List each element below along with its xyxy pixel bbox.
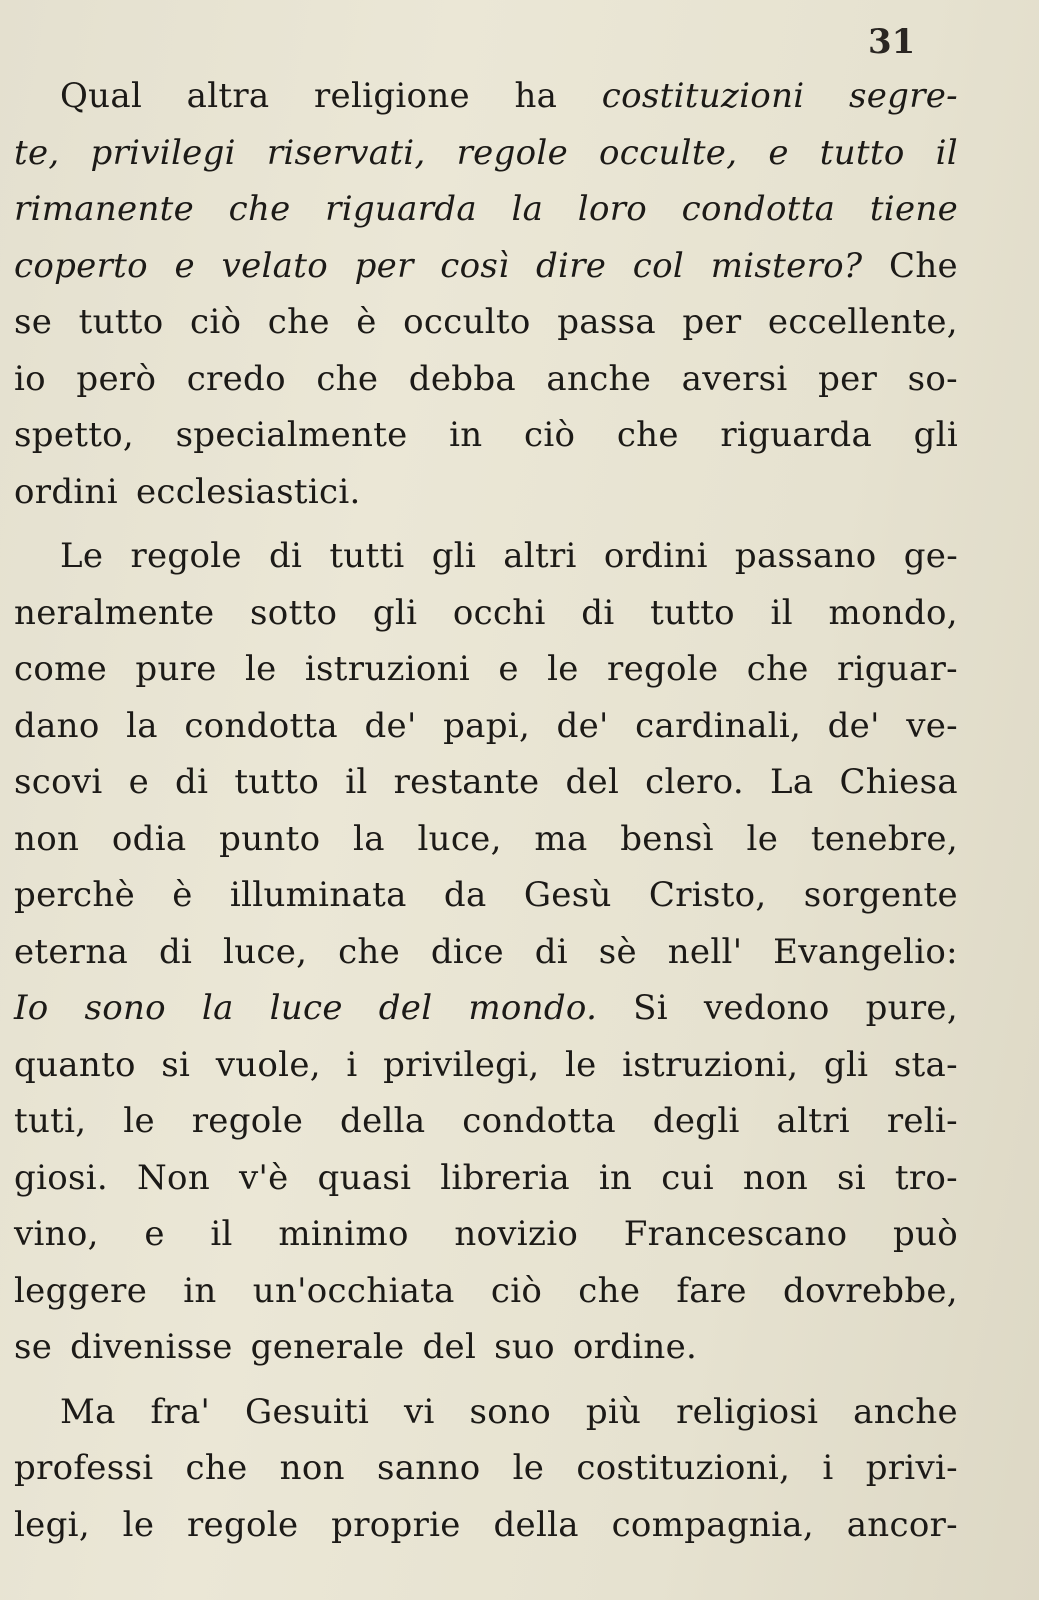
text-line xyxy=(14,980,958,1037)
word: credo xyxy=(186,358,286,399)
word: generale xyxy=(250,1327,405,1367)
word: giosi. xyxy=(14,1157,109,1198)
word: regole xyxy=(187,1504,299,1545)
word: pure xyxy=(135,649,217,689)
italic-word: rimanente xyxy=(14,189,195,229)
italic-word: la xyxy=(201,988,234,1028)
word: aversi xyxy=(681,358,788,399)
word: riguar- xyxy=(837,649,958,689)
word: io xyxy=(14,358,46,399)
word: le xyxy=(547,649,579,689)
word: leggere xyxy=(14,1270,148,1311)
text-line xyxy=(14,528,958,585)
word: dovrebbe, xyxy=(782,1270,958,1311)
word: religione xyxy=(314,76,470,116)
text-line xyxy=(14,1497,958,1554)
word: Evangelio: xyxy=(773,931,958,972)
word: ecclesiastici. xyxy=(135,471,361,512)
text-line xyxy=(14,1037,958,1094)
text-line xyxy=(14,811,958,868)
word: si xyxy=(161,1044,191,1085)
italic-word: il xyxy=(935,132,958,173)
italic-word: coperto xyxy=(14,245,148,286)
word: vi xyxy=(403,1391,435,1432)
word: riguarda xyxy=(720,415,873,455)
word: ordini xyxy=(14,471,118,512)
word: condotta xyxy=(184,705,338,746)
word: privilegi, xyxy=(383,1044,540,1085)
word: Che xyxy=(889,245,958,286)
word: passa xyxy=(557,302,656,342)
italic-word: te, xyxy=(14,132,60,173)
word: de' xyxy=(556,705,609,746)
word: odia xyxy=(111,818,187,859)
word: le xyxy=(122,1504,155,1545)
word: dice xyxy=(430,931,504,972)
word: anche xyxy=(853,1391,958,1432)
word: in xyxy=(598,1157,633,1198)
word: di xyxy=(175,762,209,802)
word: fra' xyxy=(150,1391,211,1432)
italic-word: condotta xyxy=(681,189,836,229)
word: istruzioni xyxy=(304,649,471,689)
word: ve- xyxy=(906,705,958,746)
text-line xyxy=(14,585,958,642)
word: specialmente xyxy=(175,415,408,455)
word: altri xyxy=(776,1101,850,1141)
word: luce, xyxy=(417,818,502,859)
word: non xyxy=(14,818,80,859)
word: perchè xyxy=(14,875,135,915)
word: cardinali, xyxy=(635,705,802,746)
text-line xyxy=(14,641,958,698)
italic-word: la xyxy=(511,189,544,229)
paragraph xyxy=(14,68,958,520)
word: per xyxy=(682,302,742,342)
word: suo xyxy=(494,1327,555,1367)
text-line xyxy=(14,924,958,981)
word: costituzioni, xyxy=(576,1448,791,1488)
word: eterna xyxy=(14,931,129,972)
paragraph xyxy=(14,528,958,1376)
italic-word: mistero? xyxy=(710,245,863,286)
word: quanto xyxy=(14,1044,136,1085)
word: tuti, xyxy=(14,1101,87,1141)
italic-word: riguarda xyxy=(325,189,477,229)
italic-word: per xyxy=(354,245,414,286)
word: però xyxy=(76,358,157,399)
word: legi, xyxy=(14,1504,90,1545)
word: Qual xyxy=(60,76,143,116)
word: non xyxy=(742,1157,809,1198)
word: La xyxy=(769,762,814,802)
paragraph xyxy=(14,1384,958,1554)
word: altri xyxy=(503,536,577,576)
word: tro- xyxy=(894,1157,958,1198)
word: eccellente, xyxy=(767,302,958,342)
word: novizio xyxy=(454,1214,579,1254)
text-line xyxy=(14,1319,958,1376)
word: per xyxy=(818,358,878,399)
word: neralmente xyxy=(14,592,215,633)
word: più xyxy=(585,1391,642,1432)
word: ordini xyxy=(603,536,708,576)
text-line xyxy=(14,464,958,521)
word: quasi xyxy=(317,1157,412,1198)
word: degli xyxy=(652,1101,740,1141)
word: i xyxy=(822,1448,834,1488)
word: le xyxy=(244,649,277,689)
word: de' xyxy=(827,705,880,746)
text-line xyxy=(14,181,958,238)
word: occulto xyxy=(403,302,531,342)
italic-word: del xyxy=(378,988,433,1028)
italic-word: costituzioni xyxy=(601,76,805,116)
italic-word: riservati, xyxy=(266,132,426,173)
word: reli- xyxy=(886,1101,958,1141)
word: scovi xyxy=(14,762,103,802)
italic-word: occulte, xyxy=(599,132,738,173)
word: di xyxy=(581,592,615,633)
word: tenebre, xyxy=(810,818,958,859)
word: spetto, xyxy=(14,415,135,455)
word: la xyxy=(126,705,158,746)
word: sta- xyxy=(893,1044,958,1085)
word: proprie xyxy=(331,1504,461,1545)
word: le xyxy=(746,818,779,859)
word: Chiesa xyxy=(839,762,958,802)
word: di xyxy=(534,931,568,972)
word: tutto xyxy=(650,592,735,633)
word: illuminata xyxy=(229,875,407,915)
word: sono xyxy=(469,1391,551,1432)
word: cui xyxy=(661,1157,714,1198)
word: tutto xyxy=(78,302,164,342)
word: Ma xyxy=(60,1391,116,1432)
italic-word: Io xyxy=(14,988,49,1028)
italic-word: luce xyxy=(269,988,343,1028)
word: tutto xyxy=(234,762,320,802)
text-line xyxy=(14,1263,958,1320)
word: non xyxy=(279,1448,345,1488)
word: altra xyxy=(186,76,270,116)
word: gli xyxy=(431,536,477,576)
text-line xyxy=(14,1440,958,1497)
word: può xyxy=(892,1214,958,1254)
word: in xyxy=(183,1270,217,1311)
word: della xyxy=(493,1504,579,1545)
word: so- xyxy=(907,358,958,399)
text-line xyxy=(14,1206,958,1263)
word: gli xyxy=(913,415,958,455)
text-line xyxy=(14,698,958,755)
text-line xyxy=(14,238,958,295)
text-line xyxy=(14,1384,958,1441)
word: gli xyxy=(372,592,418,633)
word: pure, xyxy=(865,988,958,1028)
word: privi- xyxy=(865,1448,958,1488)
word: gli xyxy=(823,1044,869,1085)
word: de' xyxy=(364,705,417,746)
word: ciò xyxy=(190,302,242,342)
word: condotta xyxy=(462,1101,616,1141)
text-line xyxy=(14,754,958,811)
word: Le xyxy=(60,536,104,576)
word: restante xyxy=(393,762,540,802)
word: le xyxy=(512,1448,545,1488)
word: v'è xyxy=(238,1157,289,1198)
italic-word: segre- xyxy=(848,76,958,116)
word: dano xyxy=(14,705,100,746)
word: passano xyxy=(734,536,877,576)
word: ha xyxy=(514,76,558,116)
text-line xyxy=(14,125,958,182)
italic-word: col xyxy=(632,245,685,286)
word: sotto xyxy=(250,592,338,633)
word: che xyxy=(185,1448,248,1488)
word: e xyxy=(498,649,519,689)
page-number: 31 xyxy=(868,22,916,62)
word: del xyxy=(565,762,620,802)
word: ma xyxy=(534,818,588,859)
word: di xyxy=(268,536,303,576)
word: tutti xyxy=(329,536,405,576)
body-text xyxy=(14,68,958,1553)
word: minimo xyxy=(278,1214,409,1254)
italic-word: privilegi xyxy=(90,132,236,173)
italic-word: e xyxy=(768,132,789,173)
word: di xyxy=(158,931,193,972)
italic-word: regole xyxy=(456,132,568,173)
word: Cristo, xyxy=(648,875,767,915)
word: mondo, xyxy=(828,592,958,633)
word: la xyxy=(353,818,385,859)
word: bensì xyxy=(620,818,714,859)
italic-word: e xyxy=(174,245,195,286)
word: papi, xyxy=(443,705,531,746)
word: nell' xyxy=(667,931,743,972)
word: professi xyxy=(14,1448,154,1488)
word: clero. xyxy=(645,762,744,802)
word: vino, xyxy=(14,1214,99,1254)
word: che xyxy=(578,1270,641,1311)
word: regole xyxy=(607,649,719,689)
word: istruzioni, xyxy=(622,1044,799,1085)
word: che xyxy=(616,415,679,455)
word: ciò xyxy=(524,415,576,455)
word: le xyxy=(123,1101,155,1141)
text-line xyxy=(14,867,958,924)
text-line xyxy=(14,68,958,125)
paragraph-gap xyxy=(14,520,958,528)
word: che xyxy=(746,649,809,689)
word: del xyxy=(422,1327,477,1367)
word: vuole, xyxy=(215,1044,321,1085)
word: che xyxy=(267,302,330,342)
word: Francescano xyxy=(623,1214,848,1254)
word: punto xyxy=(219,818,321,859)
word: fare xyxy=(676,1270,747,1311)
word: della xyxy=(340,1101,426,1141)
word: ge- xyxy=(903,536,958,576)
italic-word: sono xyxy=(84,988,166,1028)
word: compagnia, xyxy=(611,1504,814,1545)
italic-word: così xyxy=(440,245,510,286)
word: ancor- xyxy=(846,1504,958,1545)
text-line xyxy=(14,1093,958,1150)
word: è xyxy=(172,875,193,915)
word: Gesù xyxy=(523,875,612,915)
word: e xyxy=(144,1214,165,1254)
word: se xyxy=(14,1327,53,1367)
italic-word: tiene xyxy=(869,189,958,229)
word: il xyxy=(770,592,793,633)
word: regole xyxy=(191,1101,304,1141)
word: sorgente xyxy=(803,875,958,915)
word: occhi xyxy=(452,592,546,633)
word: regole xyxy=(130,536,242,576)
word: luce, xyxy=(223,931,308,972)
word: che xyxy=(338,931,401,972)
word: Si xyxy=(633,988,668,1028)
word: da xyxy=(443,875,487,915)
word: religiosi xyxy=(676,1391,819,1432)
word: ordine. xyxy=(572,1327,698,1367)
text-line xyxy=(14,351,958,408)
italic-word: velato xyxy=(221,245,328,286)
word: i xyxy=(346,1044,358,1085)
word: si xyxy=(837,1157,866,1198)
paragraph-gap xyxy=(14,1376,958,1384)
word: e xyxy=(128,762,149,802)
word: debba xyxy=(408,358,516,399)
text-line xyxy=(14,407,958,464)
word: in xyxy=(449,415,483,455)
word: divenisse xyxy=(70,1327,233,1367)
word: sanno xyxy=(376,1448,481,1488)
italic-word: loro xyxy=(577,189,648,229)
word: il xyxy=(210,1214,233,1254)
word: ciò xyxy=(490,1270,543,1311)
word: è xyxy=(356,302,377,342)
word: le xyxy=(565,1044,597,1085)
word: che xyxy=(316,358,379,399)
word: il xyxy=(345,762,368,802)
text-line xyxy=(14,1150,958,1207)
word: come xyxy=(14,649,108,689)
word: vedono xyxy=(703,988,830,1028)
word: Non xyxy=(137,1157,211,1198)
word: un'occhiata xyxy=(252,1270,455,1311)
word: se xyxy=(14,302,53,342)
word: libreria xyxy=(440,1157,570,1198)
italic-word: mondo. xyxy=(468,988,598,1028)
italic-word: che xyxy=(228,189,291,229)
italic-word: dire xyxy=(535,245,607,286)
word: sè xyxy=(598,931,637,972)
italic-word: tutto xyxy=(819,132,905,173)
word: anche xyxy=(546,358,652,399)
text-line xyxy=(14,294,958,351)
word: Gesuiti xyxy=(245,1391,370,1432)
